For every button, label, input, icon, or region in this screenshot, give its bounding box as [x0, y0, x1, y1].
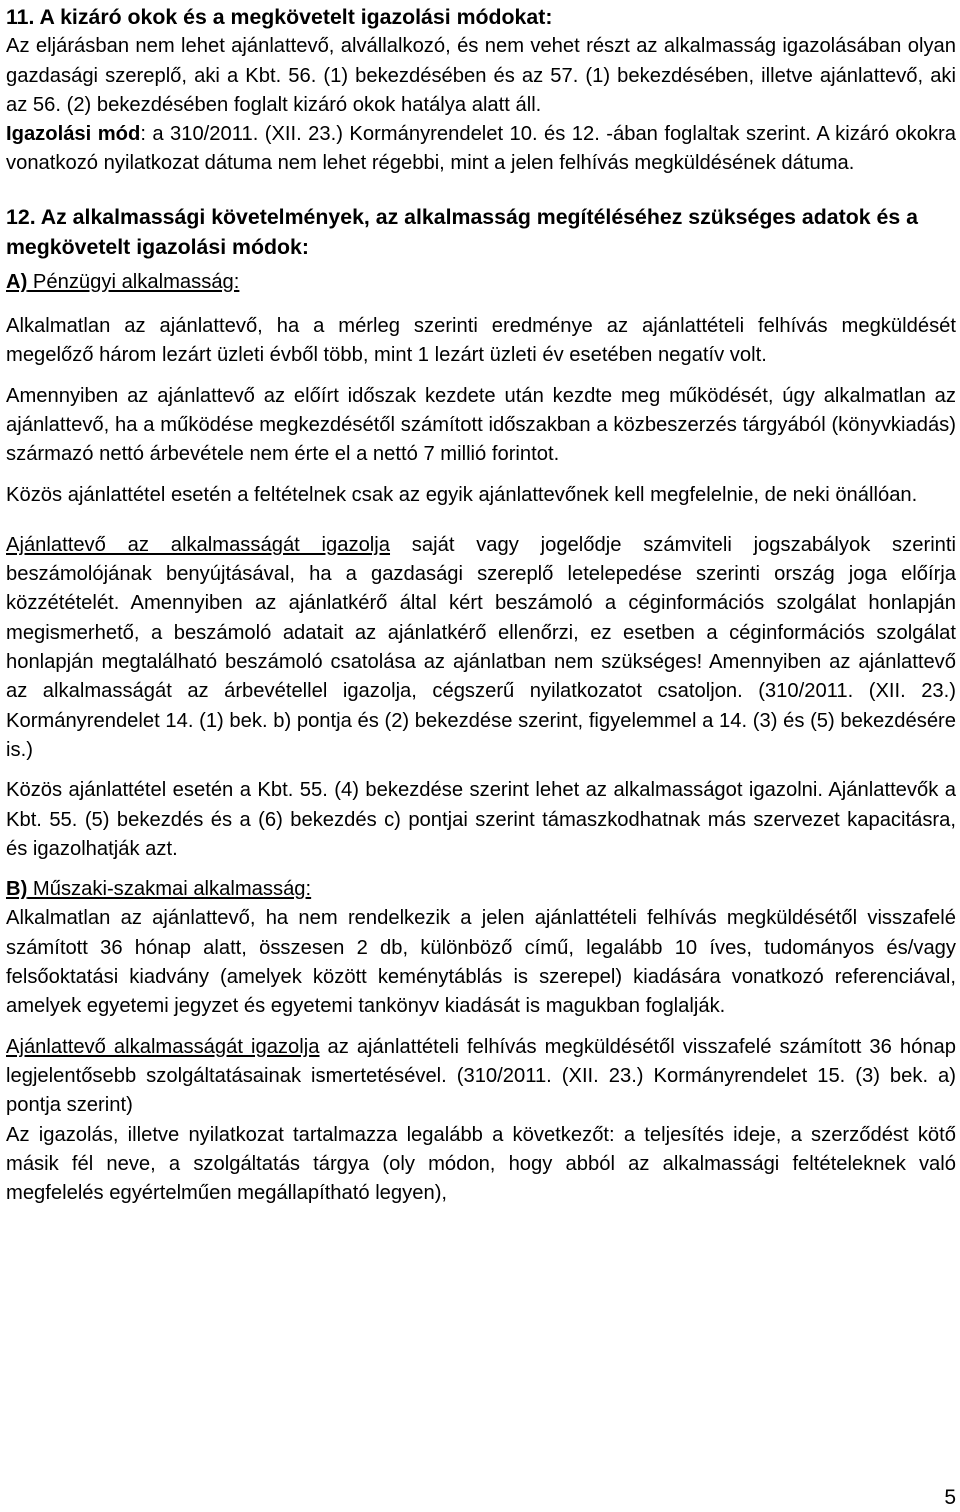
- proof-label: Igazolási mód: [6, 123, 141, 146]
- technical-proof-text: az ajánlattételi felhívás megküldésétől visszafelé számított 36 hónap legjelentősebb szolgáltatásainak ismertetésével. (310/2011. (XII. 23.) Kormányrendelet 15. (3) bek. a) pontja szerint): [6, 1035, 957, 1117]
- financial-p4: [6, 531, 956, 765]
- subsection-b-name: Műszaki-szakmai alkalmasság:: [27, 878, 312, 901]
- subsection-a-name: Pénzügyi alkalmasság:: [27, 270, 240, 293]
- subsection-b-title: [6, 875, 956, 904]
- section-11-intro: Az eljárásban nem lehet ajánlattevő, alvállalkozó, és nem vehet részt az alkalmasság igazolásában olyan gazdasági szereplő, aki a Kbt. 56. (1) bekezdésében és az 57. (1) bekezdésében, illetve ajánlattevő, aki az 56. (2) bekezdésében foglalt kizáró okok hatálya alatt áll.: [6, 35, 956, 116]
- technical-p3: Az igazolás, illetve nyilatkozat tartalmazza legalább a következőt: a teljesítés ideje, a szerződést kötő másik fél neve, a szolgáltatás tárgya (oly módon, hogy abból az alkalmassági feltételeknek való megfelelés egyértelműen megállapítható legyen),: [6, 1123, 956, 1205]
- proof-note: A kizáró okokra vonatkozó nyilatkozat dátuma nem lehet régebbi, mint a jelen felhívás megküldésének dátuma.: [6, 123, 956, 175]
- section-12-heading: 12. Az alkalmassági követelmények, az alkalmasság megítéléséhez szükséges adatok és a megkövetelt igazolási módok:: [6, 204, 918, 259]
- subsection-b-label: B): [6, 878, 28, 901]
- financial-proof-lead: Ajánlattevő az alkalmasságát igazolja: [6, 533, 391, 556]
- financial-p5: Közös ajánlattétel esetén a Kbt. 55. (4) bekezdése szerint lehet az alkalmasságot igazolni. Ajánlattevők a Kbt. 55. (5) bekezdés és a (6) bekezdés c) pontjai szerint támaszkodhatnak más szervezet kapacitásra, és igazolhatják azt.: [6, 779, 956, 860]
- section-11-heading: 11. A kizáró okok és a megkövetelt igazolási módokat:: [6, 5, 553, 29]
- technical-p1: Alkalmatlan az ajánlattevő, ha nem rendelkezik a jelen ajánlattételi felhívás megküldésétől visszafelé számított 36 hónap alatt, összesen 2 db, különböző című, legalább 10 íves, tudományos és/vagy felsőoktatási kiadvány (amelyek között keménytáblás is szerepel) kiadására vonatkozó referenciával, amelyek egyetemi jegyzet és egyetemi tankönyv kiadását is magukban foglalják.: [6, 907, 956, 1018]
- document-page: [6, 0, 956, 1208]
- financial-p2: Amennyiben az ajánlattevő az előírt időszak kezdete után kezdte meg működését, úgy alkalmatlan az ajánlattevő, ha a működése megkezdésétől számított időszakban a közbeszerzés tárgyából (könyvkiadás) származó nettó árbevétele nem érte el a nettó 7 millió forintot.: [6, 384, 956, 466]
- section-11: [6, 3, 956, 179]
- technical-p2: [6, 1033, 956, 1121]
- financial-p3: Közös ajánlattétel esetén a feltételnek csak az egyik ajánlattevőnek kell megfelelnie, de neki önállóan.: [6, 483, 918, 506]
- section-11-proof: [6, 120, 956, 179]
- financial-proof-text: saját vagy jogelődje számviteli jogszabályok szerinti beszámolójának benyújtásával, ha a gazdasági szereplő letelepedése szerinti ország joga előírja közzétételét. Amennyiben az ajánlatkérő által kért beszámoló a céginformációs szolgálat honlapján megismerhető, a beszámoló adatait az ajánlatkérő ellenőrzi, ez esetben a céginformációs szolgálat honlapján megtalálható beszámoló csatolása az ajánlatban nem szükséges! Amennyiben az ajánlattevő az alkalmasságát az árbevétellel igazolja, cégszerű nyilatkozatot csatoljon. (310/2011. (XII. 23.) Kormányrendelet 14. (1) bek. b) pontja és (2) bekezdése szerint, figyelemmel a 14. (3) és (5) bekezdésére is.): [6, 533, 956, 761]
- technical-proof-lead: Ajánlattevő alkalmasságát igazolja: [6, 1035, 320, 1058]
- page-number: 5: [944, 1486, 956, 1509]
- proof-text: : a 310/2011. (XII. 23.) Kormányrendelet 10. és 12. -ában foglaltak szerint.: [140, 123, 812, 146]
- subsection-a-label: A): [6, 270, 28, 293]
- section-12: [6, 202, 956, 1209]
- subsection-a-title: [6, 268, 956, 297]
- financial-p1: Alkalmatlan az ajánlattevő, ha a mérleg szerinti eredménye az ajánlattételi felhívás megküldését megelőző három lezárt üzleti évből több, mint 1 lezárt üzleti év esetében negatív volt.: [6, 315, 956, 367]
